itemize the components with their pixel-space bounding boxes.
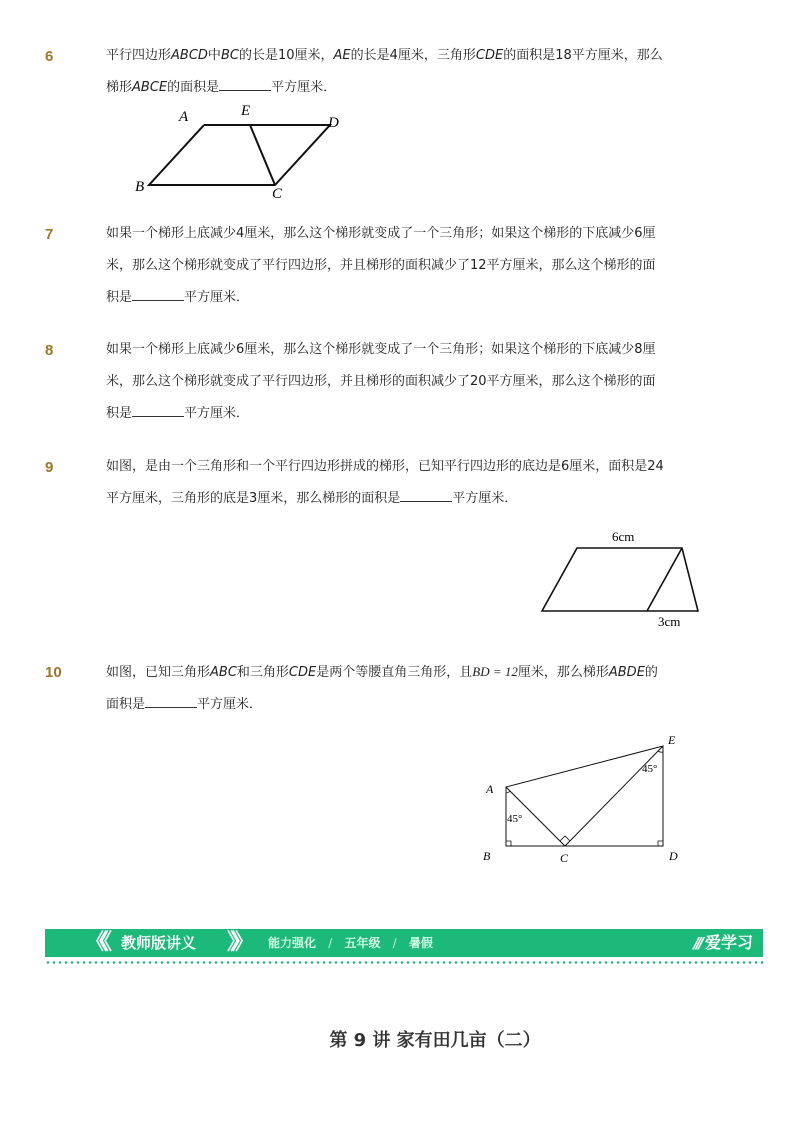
- chevron-right-icon: 》》: [227, 930, 249, 955]
- math-variable: CDE: [288, 665, 317, 680]
- banner-label: 教师版讲义: [121, 934, 197, 952]
- label-top: 6cm: [612, 529, 635, 544]
- text-run: 如图，已知三角形: [106, 665, 211, 680]
- label-a: A: [179, 109, 189, 125]
- label-e: E: [241, 103, 251, 119]
- tag-separator: /: [392, 936, 397, 950]
- label-c: C: [560, 851, 569, 865]
- text-line: [106, 656, 718, 689]
- logo-mark-icon: ///: [693, 934, 701, 952]
- math-variable: ABCD: [171, 48, 208, 63]
- text-run: 平方厘米．: [271, 80, 337, 95]
- angle-label-e: 45°: [642, 763, 658, 775]
- text-line: [106, 451, 718, 483]
- answer-blank[interactable]: [132, 287, 184, 301]
- math-variable: BC: [220, 48, 239, 63]
- angle-label-a: 45°: [507, 813, 523, 825]
- answer-blank[interactable]: [145, 694, 197, 708]
- tag-term: 暑假: [408, 936, 433, 950]
- triangle-sides: [506, 746, 663, 846]
- trapezoid-outline: [506, 746, 663, 846]
- problem-number: 7: [45, 226, 54, 243]
- text-run: 积是: [106, 406, 133, 421]
- label-c: C: [272, 186, 283, 202]
- right-triangles-figure: [476, 732, 696, 872]
- footer-banner: [45, 929, 763, 957]
- answer-blank[interactable]: [132, 403, 184, 417]
- answer-blank[interactable]: [219, 77, 271, 91]
- problem-number: 9: [45, 459, 54, 476]
- triangle-side: [647, 548, 682, 611]
- text-line: [106, 282, 718, 314]
- answer-blank[interactable]: [400, 488, 452, 502]
- text-run: 如果一个梯形上底减少4厘米，那么这个梯形就变成了一个三角形；如果这个梯形的下底减少6厘: [106, 226, 656, 241]
- banner-dotted-divider: [45, 961, 763, 964]
- math-expression: BD = 12: [472, 664, 518, 679]
- text-line: [106, 398, 718, 430]
- math-variable: CDE: [475, 48, 504, 63]
- text-run: 的: [644, 665, 658, 680]
- text-run: 和三角形: [236, 665, 289, 680]
- tag-separator: /: [328, 936, 333, 950]
- problem-number: 10: [45, 664, 62, 681]
- right-angle-c: [560, 836, 570, 841]
- text-run: 的长是4厘米，三角形: [350, 48, 476, 63]
- angle-arc-a: [506, 791, 510, 793]
- text-run: 平方厘米．: [184, 406, 250, 421]
- text-run: 厘米，那么梯形: [517, 665, 609, 680]
- problem-text: [106, 451, 718, 515]
- tag-grade: 五年级: [344, 936, 381, 950]
- text-run: 平方厘米．: [452, 491, 518, 506]
- segment-ec: [250, 125, 275, 185]
- text-run: 平方厘米．: [184, 290, 250, 305]
- math-variable: ABCE: [132, 80, 168, 95]
- text-run: 米，那么这个梯形就变成了平行四边形，并且梯形的面积减少了20平方厘米，那么这个梯形的面: [106, 374, 656, 389]
- label-b: B: [483, 849, 491, 863]
- figure-outline: [542, 548, 698, 611]
- brand-logo: [694, 929, 753, 957]
- text-run: 如果一个梯形上底减少6厘米，那么这个梯形就变成了一个三角形；如果这个梯形的下底减少8厘: [106, 342, 656, 357]
- math-variable: ABC: [210, 665, 237, 680]
- text-run: 的面积是18平方厘米，那么: [503, 48, 663, 63]
- banner-tags: [268, 929, 433, 957]
- problem-text: [106, 334, 718, 430]
- text-run: 平行四边形: [106, 48, 172, 63]
- angle-arc-e: [658, 751, 663, 752]
- text-run: 中: [207, 48, 221, 63]
- text-line: [106, 483, 718, 515]
- label-d: D: [328, 115, 339, 131]
- text-run: 平方厘米．: [197, 697, 263, 712]
- label-a: A: [486, 782, 494, 796]
- text-run: 面积是: [106, 697, 146, 712]
- label-e: E: [668, 733, 676, 747]
- text-run: 的长是10厘米，: [238, 48, 334, 63]
- text-run: 如图，是由一个三角形和一个平行四边形拼成的梯形，已知平行四边形的底边是6厘米，面积是24: [106, 459, 664, 474]
- text-run: 是两个等腰直角三角形，且: [316, 665, 473, 680]
- label-b: B: [135, 179, 145, 195]
- figure-outline: [149, 125, 330, 185]
- text-run: 平方厘米，三角形的底是3厘米，那么梯形的面积是: [106, 491, 401, 506]
- problem-text: [106, 218, 718, 314]
- text-line: [106, 689, 718, 721]
- text-run: 的面积是: [167, 80, 220, 95]
- trapezoid-figure: [530, 525, 710, 635]
- right-angle-b: [506, 841, 511, 846]
- text-run: 积是: [106, 290, 133, 305]
- math-variable: AE: [333, 48, 351, 63]
- text-line: [106, 366, 718, 398]
- problem-text: [106, 656, 718, 721]
- text-run: 梯形: [106, 80, 133, 95]
- problem-number: 6: [45, 48, 54, 65]
- right-angle-d: [658, 841, 663, 846]
- label-bottom: 3cm: [658, 614, 681, 629]
- chevron-left-icon: 《《: [85, 930, 107, 955]
- problem-number: 8: [45, 342, 54, 359]
- text-line: [106, 40, 718, 72]
- text-run: 米，那么这个梯形就变成了平行四边形，并且梯形的面积减少了12平方厘米，那么这个梯形的面: [106, 258, 656, 273]
- problem-text: [106, 40, 718, 104]
- math-variable: ABDE: [608, 665, 645, 680]
- text-line: [106, 334, 718, 366]
- label-d: D: [669, 849, 678, 863]
- logo-text: 爱学习: [704, 933, 753, 952]
- text-line: [106, 250, 718, 282]
- tag-ability: 能力强化: [268, 936, 317, 950]
- text-line: [106, 218, 718, 250]
- chapter-title: 第 9 讲 家有田几亩（二）: [329, 1030, 541, 1051]
